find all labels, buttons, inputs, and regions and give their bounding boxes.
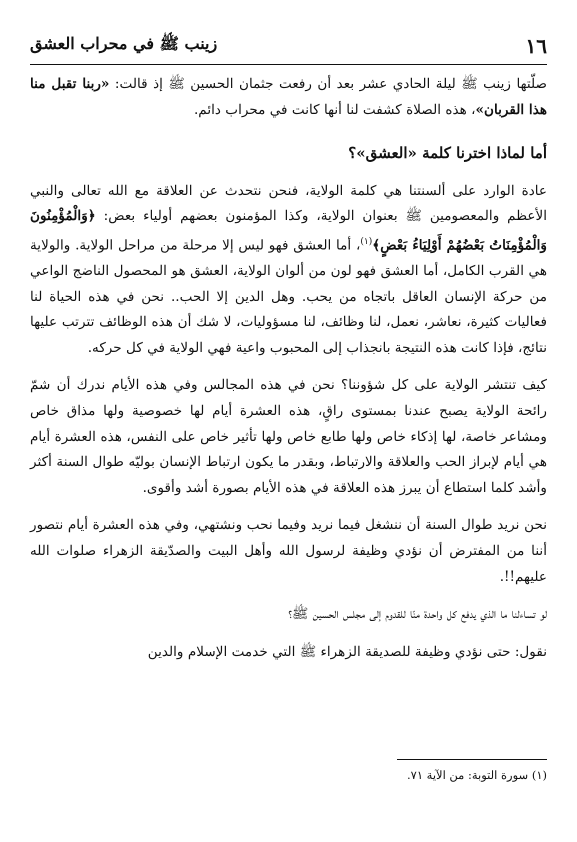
page-body	[30, 72, 547, 677]
footnote-reference: (١)	[360, 236, 373, 247]
paragraph-4: نحن نريد طوال السنة أن ننشغل فيما نريد وفيما نحب ونشتهي، وفي هذه العشرة أيام نتصور أننا من المفترض أن نؤدي وظيفة لرسول الله وأهل البيت والصدّيقة الزهراء صلوات الله عليهم!!.	[30, 517, 547, 585]
paragraph-2	[30, 179, 547, 362]
paragraph-1-text-a: صلّتها زينب ﷺ ليلة الحادي عشر بعد أن رفعت جثمان الحسين ﷺ إذ قالت:	[114, 76, 547, 92]
prayer-quote: «ربنا تقبل منا هذا القربان»	[30, 76, 547, 118]
paragraph-1-text-b: ، هذه الصلاة كشفت لنا أنها كانت في محراب دائم.	[193, 101, 476, 118]
paragraph-3: كيف تنتشر الولاية على كل شؤوننا؟ نحن في هذه المجالس وفي هذه الأيام ندرك أن شمّ رائحة الولاية يصبح عندنا بمستوى راقٍ، هذه العشرة أيام لها خصوصية ولها مذاق خاص ومشاعر خاصة، لها إذكاء خاص ولها طابع خاص ولها تأثير خاص على النفس، هذه العشرة أيام هي أيام لإبراز الحب والعلاقة والارتباط، وبقدر ما يكون ارتباط الإنسان بوليّه طوال السنة أكثر وأشد كلما استطاع أن يبرز هذه العلاقة في هذه الأيام بصورة أشد وأقوى.	[30, 377, 547, 496]
quran-verse: ﴿وَالْمُؤْمِنُونَ وَالْمُؤْمِنَاتُ بَعْضُهُمْ أَوْلِيَاءُ بَعْضٍ﴾	[30, 208, 547, 254]
paragraph-6: نقول: حتى نؤدي وظيفة للصديقة الزهراء ﷺ التي خدمت الإسلام والدين	[147, 643, 547, 660]
paragraph-2-text-a: عادة الوارد على ألسنتنا هي كلمة الولاية، فنحن نتحدث عن العلاقة مع الله تعالى والنبي الأعظم والمعصومين ﷺ بعنوان الولاية، وكذا المؤمنون بعضهم أولياء بعض:	[30, 182, 548, 225]
paragraph-1	[30, 72, 547, 123]
paragraph-2-text-b: ، أما العشق فهو ليس إلا مرحلة من مراحل الولاية. والولاية هي القرب الكامل، أما العشق فهو لون من ألوان الولاية، العشق هو المحصول الناضج الواعي من حركة الإنسان العاقل باتجاه من يحب. وهل الدين إلا الحب.. نحن في هذه الحياة لنا فعاليات كثيرة، نعاشر، نعمل، لنا وظائف، لنا مسؤوليات، لا شك أن هذه الوظائف تترتب عليها نتائج، فإذا كانت هذه النتيجة بانجذاب إلى المحبوب واعية فهي الولاية في كل حركه.	[30, 237, 547, 356]
paragraph-5: لو تساءلنا ما الذي يدفع كل واحدة منّا للقدوم إلى مجلس الحسين ﷺ؟	[288, 606, 547, 623]
page-header	[30, 28, 547, 65]
page-number: ١٦	[525, 34, 547, 58]
section-heading: أما لماذا اخترنا كلمة «العشق»؟	[348, 144, 547, 163]
running-title: زينب ﷺ في محراب العشق	[30, 34, 218, 53]
footnote: (١) سورة التوبة: من الآية ٧١.	[406, 768, 547, 782]
footnote-divider	[397, 759, 547, 760]
